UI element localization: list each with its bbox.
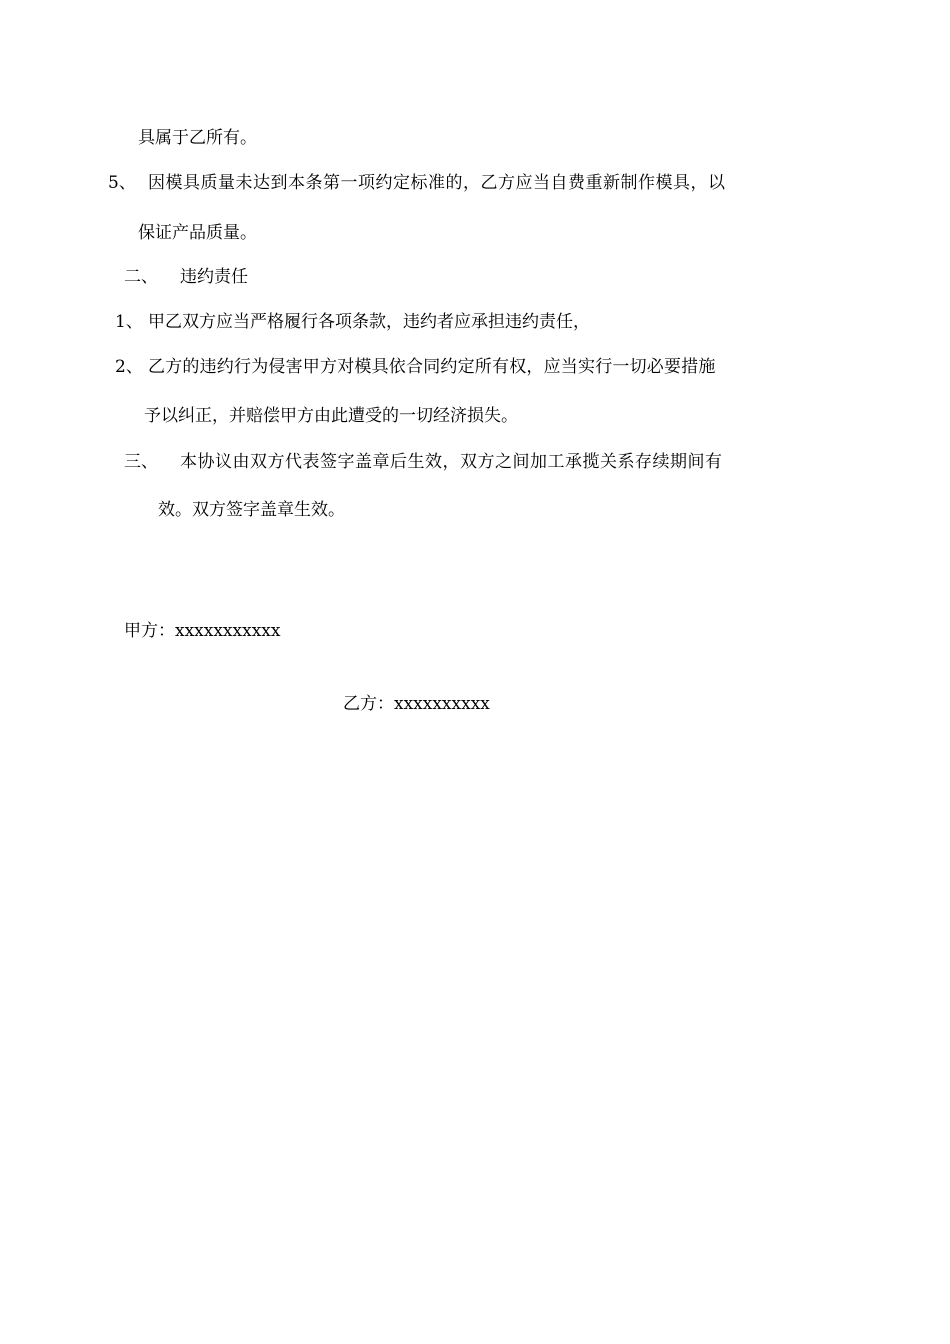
section2-item2-marker: 2、 [115, 357, 143, 377]
section2-item2-line2: 予以纠正，并赔偿甲方由此遭受的一切经济损失。 [144, 406, 518, 426]
section2-title: 违约责任 [180, 267, 248, 287]
party-b-signature: 乙方：xxxxxxxxxx [343, 694, 490, 714]
item5-line1: 因模具质量未达到本条第一项约定标准的，乙方应当自费重新制作模具，以 [148, 173, 726, 193]
section2-item1-line1: 甲乙双方应当严格履行各项条款，违约者应承担违约责任， [148, 312, 590, 332]
section3-line2: 效。双方签字盖章生效。 [158, 500, 345, 520]
party-a-signature: 甲方：xxxxxxxxxxx [124, 621, 281, 641]
item5-marker: 5、 [108, 173, 136, 193]
section2-item2-line1: 乙方的违约行为侵害甲方对模具依合同约定所有权，应当实行一切必要措施 [148, 357, 716, 377]
item5-line2: 保证产品质量。 [138, 223, 257, 243]
section2-marker: 二、 [124, 267, 158, 287]
section3-line1: 本协议由双方代表签字盖章后生效，双方之间加工承揽关系存续期间有 [180, 452, 723, 472]
section3-marker: 三、 [124, 452, 158, 472]
section2-item1-marker: 1、 [115, 312, 143, 332]
item4-continuation: 具属于乙所有。 [138, 128, 257, 148]
